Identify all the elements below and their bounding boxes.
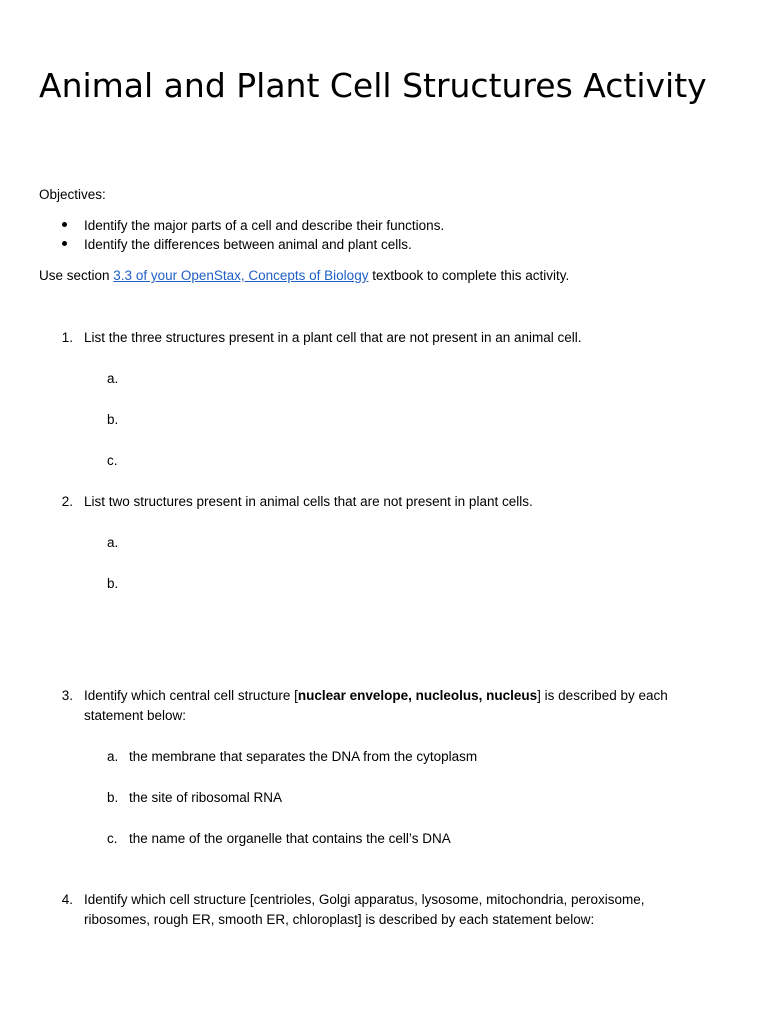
answer-letter: c. [107,831,118,846]
objective-item: Identify the differences between animal and plant cells. [84,237,412,252]
question-text: List two structures present in animal cells that are not present in plant cells. [84,494,533,509]
objectives-label: Objectives: [39,187,106,202]
question-number: 1. [61,330,73,345]
answer-letter: b. [107,576,119,591]
answer-letter: a. [107,535,119,550]
answer-letter: a. [107,749,119,764]
answer-letter: b. [107,790,119,805]
question-number: 2. [61,494,73,509]
question-text [84,686,668,706]
objective-item: Identify the major parts of a cell and describe their functions. [84,218,445,233]
question-text: Identify which cell structure [centrioles, Golgi apparatus, lysosome, mitochondria, peroxisome, [84,892,645,907]
bullet-icon [62,222,67,227]
question-number: 4. [61,892,73,907]
bullet-icon [62,241,67,246]
question-text-bold: nuclear envelope, nucleolus, nucleus [297,688,538,703]
question-text-prefix: Identify which central cell structure [ [84,688,298,703]
question-text: List the three structures present in a plant cell that are not present in an animal cell. [84,330,582,345]
answer-statement: the membrane that separates the DNA from the cytoplasm [129,749,478,764]
answer-letter: a. [107,371,119,386]
question-text-line2: statement below: [84,708,187,723]
answer-statement: the name of the organelle that contains the cell’s DNA [129,831,451,846]
question-text-suffix: ] is described by each [537,688,668,703]
instruction-line [39,266,569,286]
question-number: 3. [61,688,73,703]
answer-letter: b. [107,412,119,427]
answer-letter: c. [107,453,118,468]
question-text-line2: ribosomes, rough ER, smooth ER, chloroplast] is described by each statement below: [84,912,595,927]
answer-statement: the site of ribosomal RNA [129,790,283,805]
page-title: Animal and Plant Cell Structures Activity [39,66,707,105]
instruction-suffix: textbook to complete this activity. [368,268,570,283]
openstax-link[interactable]: 3.3 of your OpenStax, Concepts of Biology [113,268,369,283]
instruction-prefix: Use section [39,268,114,283]
